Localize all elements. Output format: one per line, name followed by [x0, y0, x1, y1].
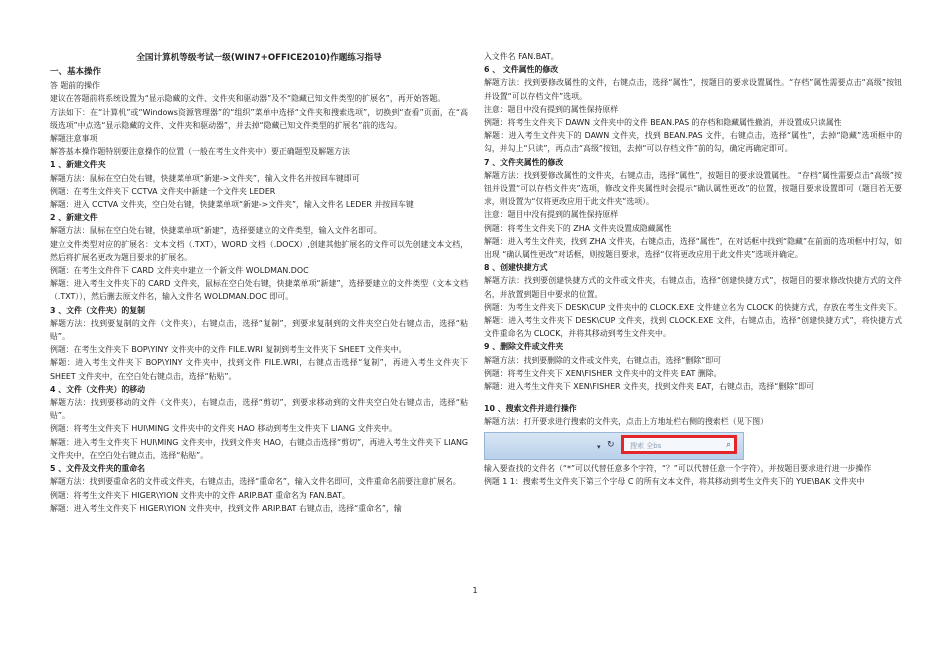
paragraph: 解题方法：找到要删除的文件或文件夹，右键点击，选择“删除”即可: [484, 355, 722, 365]
paragraph: 解题方法：找到要移动的文件（文件夹），右键点击，选择“剪切”，到要求移动到的文件夹空白处右键点击，选择“粘贴”。: [50, 398, 468, 421]
paragraph: 建立文件类型对应的扩展名：文本文档（.TXT），WORD 文档（.DOCX）,创建其他扩展名的文件可以先创建文本文档，然后将扩展名更改为题目要求的扩展名。: [50, 239, 468, 262]
paragraph: 注意：题目中没有提到的属性保持原样: [484, 104, 619, 114]
left-column: [50, 66, 468, 515]
paragraph: 解题：进入考生文件夹，找到 ZHA 文件夹，右键点击，选择“属性”，在对话框中找到“隐藏”在前面的选项框中打勾，如出现 “确认属性更改”对话框，则按题目要求，选择“仅将更改应用于此文件夹”选项并确定。: [484, 236, 902, 260]
paragraph: 解题方法：鼠标在空白处右键，快捷菜单项“新建->文件夹”，输入文件名并按回车键即可: [50, 173, 360, 183]
paragraph: 解答基本操作题特别要注意操作的位置（一般在考生文件夹中）要正确题型及解题方法: [50, 147, 350, 157]
paragraph: 解题方法：鼠标在空白处右键，快捷菜单项“新建”，选择要建立的文件类型，输入文件名即可。: [50, 226, 382, 236]
right-column-bottom: [484, 462, 902, 488]
page-number: 1: [472, 586, 478, 595]
paragraph: 解题：进入考生文件夹下 BOP\YINY 文件夹中，找到文件 FILE.WRI，右键点击选择“复制”，再进入考生文件夹下 SHEET 文件夹中，在空白处右键点击，选择“粘贴”。: [50, 358, 468, 381]
section-heading: 10 、搜索文件并进行操作: [484, 404, 577, 414]
paragraph: 例题：将考生文件夹下 HIGER\YION 文件夹中的文件 ARIP.BAT 重命名为 FAN.BAT。: [50, 490, 350, 500]
paragraph: 方法如下：在“计算机”或“Windows资源管理器”的“组织”菜单中选择“文件夹和搜索选项”，切换到“查看”页面，在“高级选项”中点选“显示隐藏的文件、文件夹和驱动器”，并去掉“隐藏已知文件类型的扩展名”前的选勾。: [50, 107, 468, 130]
section-heading: 1 、新建文件夹: [50, 160, 106, 170]
spacer: [484, 393, 902, 402]
search-placeholder: 搜索 全bs: [630, 441, 662, 450]
section-heading: 一、基本操作: [50, 67, 102, 77]
section-heading: 8 、创建快捷方式: [484, 263, 548, 273]
section-heading: 3 、文件（文件夹）的复制: [50, 305, 146, 315]
paragraph: 例题：将考生文件夹下 XEN\FISHER 文件夹中的文件夹 EAT 删除。: [484, 368, 722, 378]
search-box-highlight: [621, 435, 737, 454]
right-column-top: [484, 50, 902, 429]
paragraph: 例题：将考生文件夹下的 ZHA 文件夹设置成隐藏属性: [484, 223, 672, 233]
search-bar-screenshot: [484, 432, 744, 460]
paragraph: 例题 1 1：搜索考生文件夹下第三个字母 C 的所有文本文件，将其移动到考生文件夹下的 YUE\BAK 文件夹中: [484, 476, 865, 486]
paragraph: 解题方法：找到要修改属性的文件夹，右键点击，选择“属性”，按题目的要求设置属性。 “存档”属性需要点击“高级”按钮并设置“可以存档文件夹”选项，修改文件夹属性时会提示“确认属性更改”的位置，按题目要求设置即可（题目若无要求，则设置为“仅将更改应用于此文件夹”选项）。: [484, 170, 902, 207]
section-heading: 9 、删除文件或文件夹: [484, 342, 564, 352]
right-column: [484, 50, 902, 488]
paragraph: 输入要查找的文件名（“*”可以代替任意多个字符，“？”可以代替任意一个字符），并按题目要求进行进一步操作: [484, 463, 872, 473]
section-heading: 7 、文件夹属性的修改: [484, 157, 564, 167]
paragraph: 例题：将考生文件夹下 DAWN 文件夹中的文件 BEAN.PAS 的存档和隐藏属性撤消，并设置成只读属性: [484, 118, 842, 128]
paragraph: 解题方法：找到要重命名的文件或文件夹，右键点击，选择“重命名”，输入文件名即可，文件重命名前要注意扩展名。: [50, 477, 461, 487]
paragraph: 解题方法：找到要修改属性的文件，右键点击，选择“属性”，按题目的要求设置属性。“存档”属性需要点击“高级”按钮并设置“可以存档文件”选项。: [484, 78, 902, 101]
section-heading: 2 、新建文件: [50, 213, 98, 223]
paragraph: 例题：为考生文件夹下 DESK\CUP 文件夹中的 CLOCK.EXE 文件建立名为 CLOCK 的快捷方式，存放在考生文件夹下。: [484, 302, 902, 312]
section-heading: 6 、 文件属性的修改: [484, 65, 559, 75]
paragraph: 例题：在考生文件件下 CARD 文件夹中建立一个新文件 WOLDMAN.DOC: [50, 266, 309, 276]
document-title: 全国计算机等级考试一级(WIN7+OFFICE2010)作题练习指导: [136, 53, 382, 63]
paragraph: 解题：进入考生文件夹下 XEN\FISHER 文件夹，找到文件夹 EAT，右键点击，选择“删除”即可: [484, 382, 815, 392]
refresh-icon: ↻: [607, 439, 615, 450]
paragraph: 入文件名 FAN.BAT。: [484, 52, 559, 61]
paragraph: 解题：进入考生文件夹下 HIGER\YION 文件夹中，找到文件 ARIP.BAT 右键点击，选择“重命名”，输: [50, 503, 402, 513]
paragraph: 解题：进入考生文件夹下 HUI\MING 文件夹中，找到文件夹 HAO，右键点击选择“剪切”，再进入考生文件夹下 LIANG 文件夹中，在空白处右键点击，选择“粘贴”。: [50, 437, 468, 460]
paragraph: 例题：在考生文件夹下 BOP\YINY 文件夹中的文件 FILE.WRI 复制到考生文件夹下 SHEET 文件夹中。: [50, 345, 407, 355]
paragraph: 建议在答题前将系统设置为“显示隐藏的文件、文件夹和驱动器”及不“隐藏已知文件类型的扩展名”，再开始答题。: [50, 94, 446, 104]
paragraph: 解题方法：打开要求进行搜索的文件夹，点击上方地址栏右侧的搜索栏（见下图）: [484, 417, 769, 427]
paragraph: 例题：在考生文件夹下 CCTVA 文件夹中新建一个文件夹 LEDER: [50, 186, 276, 196]
paragraph: 答 题前的操作: [50, 81, 100, 91]
paragraph: 注意：题目中没有提到的属性保持原样: [484, 210, 619, 220]
paragraph: 解题方法：找到要复制的文件（文件夹），右键点击，选择“复制”，到要求复制到的文件夹空白处右键点击，选择“粘贴”。: [50, 318, 468, 342]
paragraph: 解题：进入 CCTVA 文件夹，空白处右键，快捷菜单项“新建->文件夹”，输入文件名 LEDER 并按回车键: [50, 200, 414, 210]
paragraph: 解题：进入考生文件夹下的 DAWN 文件夹，找到 BEAN.PAS 文件，右键点击，选择“属性”，去掉“隐藏”选项框中的勾，并勾上“只读”，再点击“高级”按钮，去掉“可以存档文件”前的勾，确定再确定即可。: [484, 131, 902, 154]
paragraph: 例题：将考生文件夹下 HUI\MING 文件夹中的文件夹 HAO 移动到考生文件夹下 LIANG 文件夹中。: [50, 424, 397, 434]
section-heading: 4 、文件（文件夹）的移动: [50, 384, 146, 394]
search-icon: ⌕: [725, 439, 731, 450]
paragraph: 解题：进入考生文件夹下的 CARD 文件夹，鼠标在空白处右键，快捷菜单项“新建”，选择要建立的文件类型（文本文档（.TXT）），然后删去原文件名，输入文件名 WOLDMAN.DOC 即可。: [50, 279, 468, 302]
paragraph: 解题方法：找到要创建快捷方式的文件或文件夹，右键点击，选择“创建快捷方式”，按题目的要求修改快捷方式的文件名，并放置到题目中要求的位置。: [484, 276, 902, 299]
dropdown-arrow-icon: ▾: [597, 442, 601, 451]
paragraph: 解题：进入考生文件夹下 DESK\CUP 文件夹，找到 CLOCK.EXE 文件，右键点击，选择“创建快捷方式”，将快捷方式文件重命名为 CLOCK，并将其移动到考生文件夹中。: [484, 316, 902, 339]
paragraph: 解题注意事项: [50, 134, 98, 144]
section-heading: 5 、文件及文件夹的重命名: [50, 464, 146, 474]
